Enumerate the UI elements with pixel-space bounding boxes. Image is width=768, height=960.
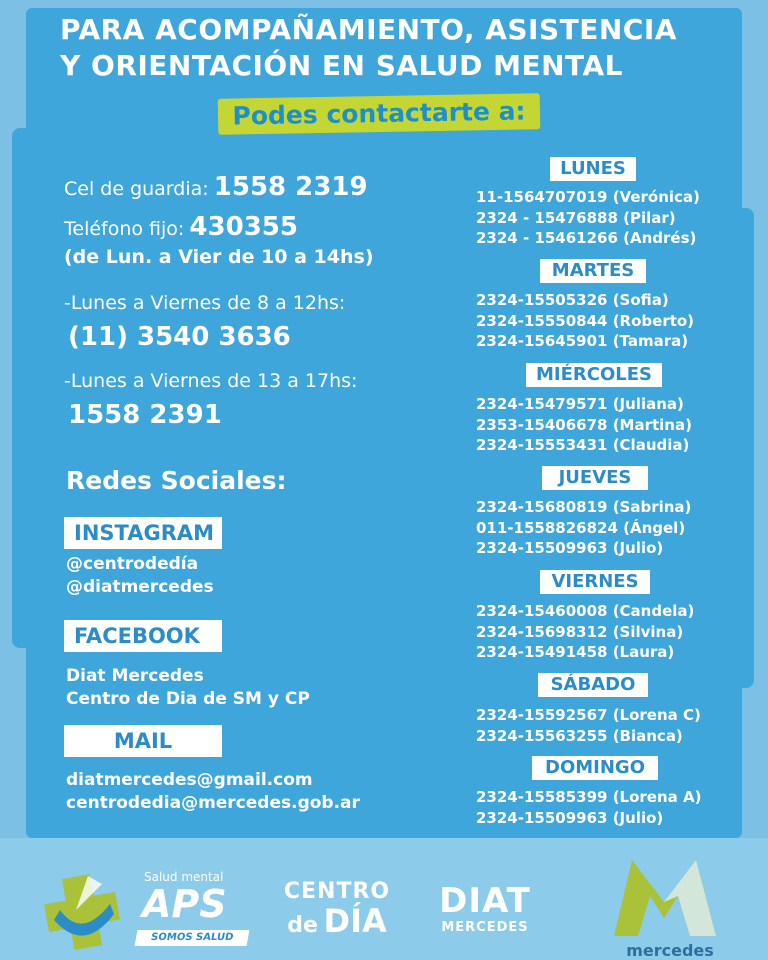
- phone-entry[interactable]: 2324-15509963 (Julio): [476, 539, 664, 557]
- guard-label: Cel de guardia:: [64, 178, 209, 200]
- phone-entry[interactable]: 2324-15479571 (Juliana): [476, 395, 684, 413]
- facebook-page[interactable]: Diat Mercedes: [66, 666, 204, 686]
- phone-entry[interactable]: 2324-15585399 (Lorena A): [476, 788, 702, 806]
- mail-tag: MAIL: [64, 725, 222, 757]
- mercedes-m-icon: [604, 852, 724, 944]
- phone-entry[interactable]: 2324-15645901 (Tamara): [476, 332, 689, 350]
- morning-hours-label: -Lunes a Viernes de 8 a 12hs:: [64, 292, 346, 314]
- aps-logo: [40, 866, 250, 952]
- landline-number: 430355: [189, 212, 298, 242]
- instagram-handles: [66, 553, 214, 599]
- day-tag-sabado: SÁBADO: [538, 673, 648, 697]
- aps-top-text: Salud mental: [144, 870, 224, 884]
- mercedes-logo: [604, 852, 724, 960]
- phone-entry[interactable]: 2324-15460008 (Candela): [476, 602, 695, 620]
- aps-cross-icon: [40, 870, 124, 952]
- phone-entry[interactable]: 2324-15563255 (Bianca): [476, 726, 683, 745]
- phone-entry[interactable]: 2324-15698312 (Silvina): [476, 622, 684, 641]
- day-tag-lunes: LUNES: [550, 157, 636, 181]
- phone-entry[interactable]: 2324-15592567 (Lorena C): [476, 706, 701, 724]
- instagram-tag: INSTAGRAM: [64, 517, 222, 549]
- centro-dia-text: DÍA: [323, 902, 387, 940]
- phone-entry[interactable]: 2324 - 15461266 (Andrés): [476, 229, 697, 247]
- afternoon-hours-label: -Lunes a Viernes de 13 a 17hs:: [64, 370, 358, 392]
- phone-entry[interactable]: 2324-15505326 (Sofia): [476, 291, 669, 309]
- instagram-handle[interactable]: @diatmercedes: [66, 577, 214, 597]
- centro-de-dia-logo: [282, 880, 392, 944]
- phone-entry[interactable]: 11-1564707019 (Verónica): [476, 188, 700, 206]
- centro-text: CENTRO: [283, 879, 391, 904]
- phone-entry[interactable]: 2324-15550844 (Roberto): [476, 311, 695, 330]
- phones-domingo: [476, 787, 701, 828]
- phone-entry[interactable]: 2324-15680819 (Sabrina): [476, 498, 692, 516]
- landline-hours: (de Lun. a Vier de 10 a 14hs): [64, 246, 374, 268]
- social-title: Redes Sociales:: [66, 466, 287, 495]
- mail-address[interactable]: diatmercedes@gmail.com: [66, 770, 313, 790]
- diat-sub-text: MERCEDES: [441, 920, 529, 935]
- mail-address[interactable]: centrodedia@mercedes.gob.ar: [66, 793, 360, 813]
- facebook-tag: FACEBOOK: [64, 620, 222, 652]
- phones-martes: [476, 290, 694, 352]
- phone-entry[interactable]: 2324-15553431 (Claudia): [476, 436, 690, 454]
- phone-entry[interactable]: 2324-15509963 (Julio): [476, 808, 664, 827]
- mail-addresses: [66, 769, 360, 815]
- page-title: [60, 12, 740, 84]
- mercedes-text: mercedes: [626, 941, 714, 960]
- aps-main-text: APS: [142, 882, 227, 926]
- phones-sabado: [476, 705, 701, 746]
- centro-de-text: de: [287, 913, 318, 938]
- phone-entry[interactable]: 2324 - 15476888 (Pilar): [476, 208, 676, 227]
- aps-banner: SOMOS SALUD: [135, 930, 250, 946]
- facebook-page[interactable]: Centro de Dia de SM y CP: [66, 689, 310, 709]
- title-line-2: Y ORIENTACIÓN EN SALUD MENTAL: [60, 49, 623, 82]
- phones-viernes: [476, 601, 694, 663]
- day-tag-viernes: VIERNES: [540, 570, 650, 594]
- title-line-1: PARA ACOMPAÑAMIENTO, ASISTENCIA: [60, 13, 677, 46]
- facebook-pages: [66, 665, 310, 711]
- day-tag-domingo: DOMINGO: [532, 756, 658, 780]
- phone-entry[interactable]: 011-1558826824 (Ángel): [476, 518, 686, 537]
- guard-number: 1558 2319: [213, 172, 368, 202]
- phones-jueves: [476, 497, 691, 559]
- instagram-handle[interactable]: @centrodedía: [66, 554, 199, 574]
- day-tag-martes: MARTES: [540, 259, 646, 283]
- diat-mercedes-logo: [430, 882, 540, 936]
- day-tag-jueves: JUEVES: [542, 466, 648, 490]
- morning-number: (11) 3540 3636: [68, 322, 291, 352]
- phones-lunes: [476, 187, 700, 249]
- day-tag-miercoles: MIÉRCOLES: [526, 363, 662, 387]
- contact-cta-banner: Podes contactarte a:: [218, 93, 541, 135]
- diat-text: DIAT: [439, 881, 531, 921]
- phones-miercoles: [476, 394, 692, 456]
- afternoon-number: 1558 2391: [68, 400, 222, 430]
- landline-label: Teléfono fijo:: [64, 218, 185, 240]
- landline-row: [64, 212, 298, 242]
- phone-entry[interactable]: 2324-15491458 (Laura): [476, 643, 675, 661]
- guard-phone-row: [64, 172, 368, 202]
- phone-entry[interactable]: 2353-15406678 (Martina): [476, 415, 692, 434]
